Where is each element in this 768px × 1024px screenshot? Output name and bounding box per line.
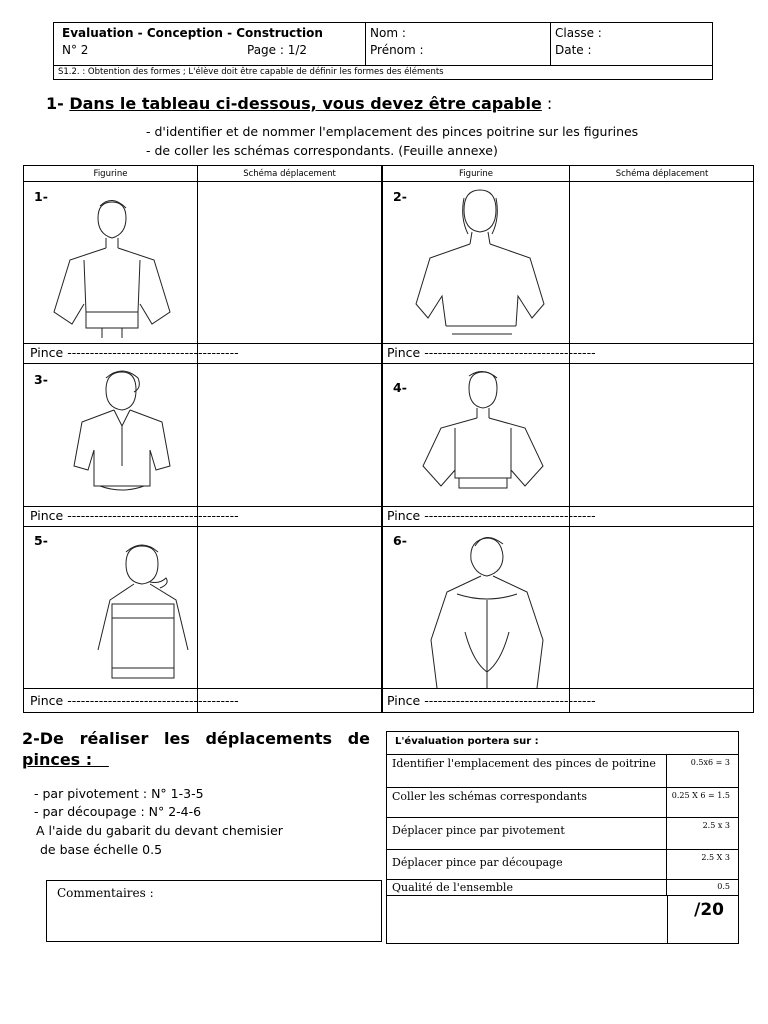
date-label: Date : [555, 43, 592, 57]
grid-divider [24, 343, 753, 344]
total-divider [667, 896, 668, 943]
objective-line: S1.2. : Obtention des formes ; L'élève doit être capable de définir les formes des éléments [58, 67, 444, 77]
criterion-label: Déplacer pince par pivotement [387, 818, 667, 849]
figurine-number: 4- [393, 380, 407, 395]
figurine-number: 1- [34, 189, 48, 204]
header-title-cell [54, 23, 366, 66]
figurine-number: 6- [393, 533, 407, 548]
grid-divider [24, 363, 753, 364]
criterion-label: Coller les schémas correspondants [387, 788, 667, 817]
header-class-cell [551, 23, 712, 66]
figurine-5-sketch [90, 538, 200, 688]
prenom-label: Prénom : [370, 43, 424, 57]
figurine-6-sketch [417, 532, 557, 688]
figurine-number: 2- [393, 189, 407, 204]
criterion-points: 0.5x6 = 3 [690, 758, 730, 767]
criterion-label: Identifier l'emplacement des pinces de poitrine [387, 755, 667, 787]
criterion-label: Déplacer pince par découpage [387, 850, 667, 879]
pince-line: Pince -------------------------------------- [30, 693, 239, 708]
method-pivotement: - par pivotement : N° 1-3-5 [34, 786, 204, 801]
evaluation-table [386, 731, 739, 944]
col-header-figurine: Figurine [459, 169, 493, 179]
section1-number: 1- [46, 94, 70, 113]
section2-title: 2-De réaliser les déplacements de [22, 729, 370, 748]
criterion-points: 2.5 x 3 [702, 821, 730, 830]
method-decoupage: - par découpage : N° 2-4-6 [34, 804, 202, 819]
figurine-number: 3- [34, 372, 48, 387]
section1-title [46, 94, 552, 113]
figurine-4-sketch [407, 366, 557, 504]
grid-divider [24, 526, 753, 527]
classe-label: Classe : [555, 26, 602, 40]
criterion-points: 0.5 [717, 882, 730, 891]
comment-box[interactable] [46, 880, 382, 942]
grid-divider [24, 688, 753, 689]
criterion-points: 2.5 X 3 [701, 853, 730, 862]
grid-divider [24, 181, 753, 182]
figurine-number: 5- [34, 533, 48, 548]
nom-label: Nom : [370, 26, 406, 40]
pince-line: Pince -------------------------------------- [30, 345, 239, 360]
criterion-points: 0.25 X 6 = 1.5 [671, 791, 730, 800]
grid-divider [24, 506, 753, 507]
header-table [53, 22, 713, 80]
bullet-identify: - d'identifier et de nommer l'emplacement des pinces poitrine sur les figurines [146, 124, 639, 139]
comment-label: Commentaires : [57, 886, 154, 900]
section1-colon: : [541, 94, 553, 113]
header-name-cell [366, 23, 551, 66]
evaluation-number: N° 2 [62, 43, 89, 57]
pince-line: Pince -------------------------------------- [387, 693, 596, 708]
col-header-figurine: Figurine [93, 169, 128, 179]
evaluation-row [387, 788, 738, 818]
evaluation-heading: L'évaluation portera sur : [387, 732, 738, 755]
figurine-grid [23, 165, 754, 713]
figurine-2-sketch [402, 186, 562, 341]
grid-divider [381, 166, 383, 712]
method-instruction: A l'aide du gabarit du devant chemisier [36, 823, 283, 838]
bullet-paste: - de coller les schémas correspondants. (Feuille annexe) [146, 143, 498, 158]
criterion-label: Qualité de l'ensemble [387, 880, 667, 895]
evaluation-row [387, 755, 738, 788]
pince-line: Pince -------------------------------------- [30, 508, 239, 523]
col-header-schema: Schéma déplacement [615, 169, 709, 179]
page-number: Page : 1/2 [247, 43, 308, 57]
section2-title-continued: pinces : [22, 750, 109, 769]
evaluation-row [387, 880, 738, 896]
pince-line: Pince -------------------------------------- [387, 345, 596, 360]
figurine-3-sketch [52, 366, 192, 504]
section1-heading: Dans le tableau ci-dessous, vous devez être capable [69, 94, 542, 113]
total-score: /20 [694, 900, 724, 920]
pince-line: Pince -------------------------------------- [387, 508, 596, 523]
evaluation-row [387, 818, 738, 850]
evaluation-title: Evaluation - Conception - Construction [62, 26, 323, 40]
col-header-schema: Schéma déplacement [243, 169, 336, 179]
figurine-1-sketch [42, 194, 182, 339]
evaluation-row [387, 850, 738, 880]
method-scale: de base échelle 0.5 [40, 842, 163, 857]
grid-divider [569, 166, 570, 712]
